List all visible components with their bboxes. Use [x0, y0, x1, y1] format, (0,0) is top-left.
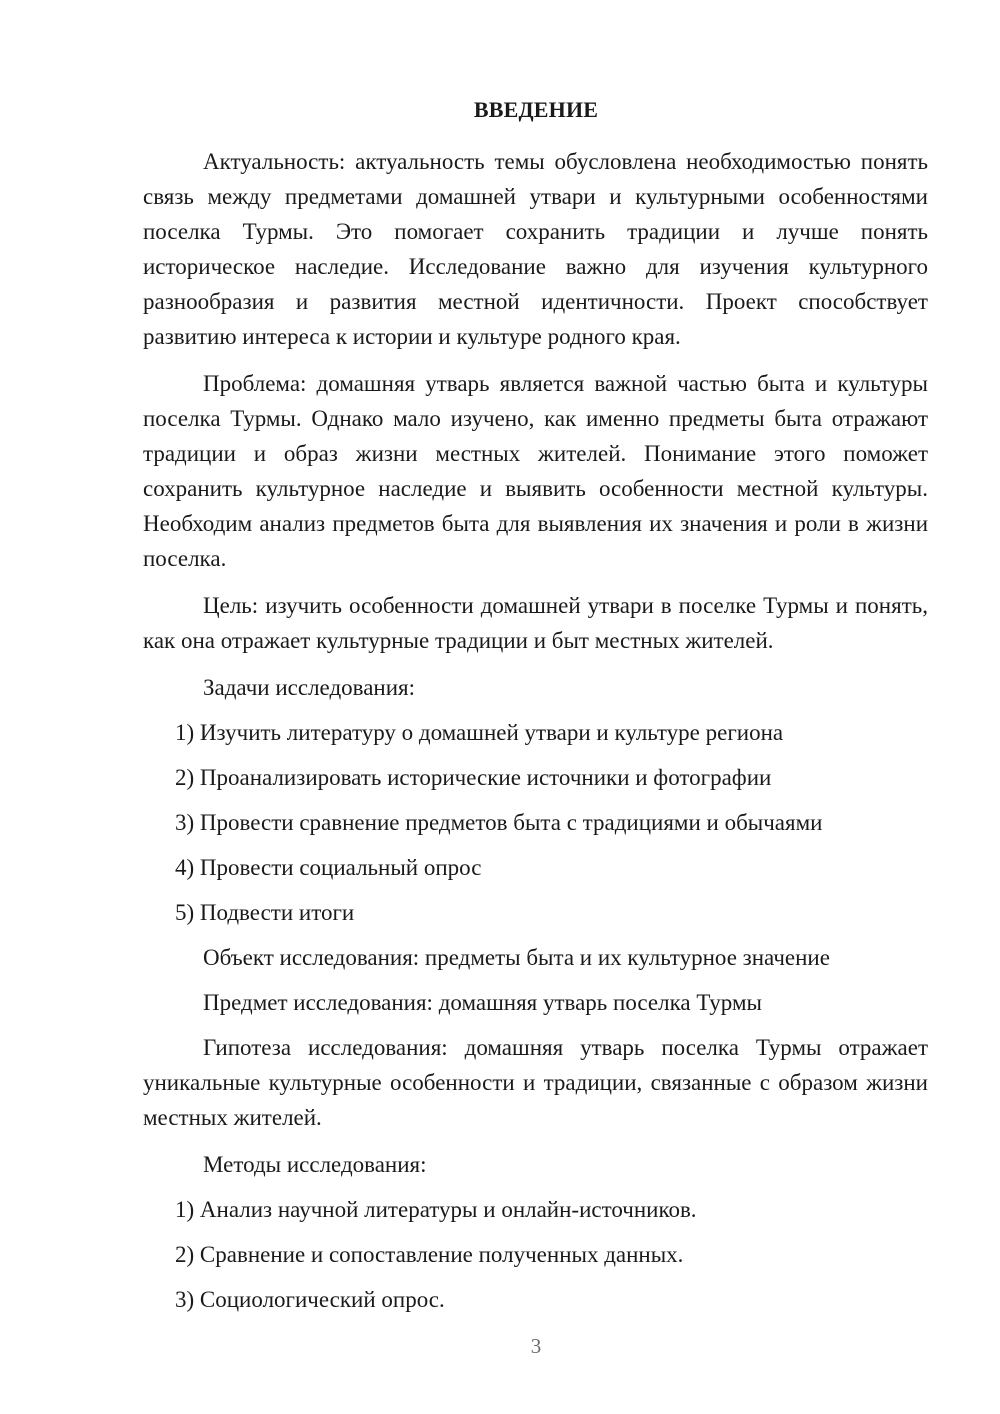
section-title: ВВЕДЕНИЕ [473, 97, 599, 122]
research-object: Объект исследования: предметы быта и их культурное значение [203, 945, 830, 970]
hypothesis-paragraph: Гипотеза исследования: домашняя утварь поселка Турмы отражает уникальные культурные особенности и традиции, связанные с образом жизни местных жителей. [143, 1035, 928, 1130]
relevance-paragraph: Актуальность: актуальность темы обусловлена необходимостью понять связь между предметами домашней утвари и культурными особенностями поселка Турмы. Это помогает сохранить традиции и лучше понять историческое наследие. Исследование важно для изучения культурного разнообразия и развития местной идентичности. Проект способствует развитию интереса к истории и культуре родного края. [143, 149, 928, 349]
goal-paragraph: Цель: изучить особенности домашней утвари в поселке Турмы и понять, как она отражает культурные традиции и быт местных жителей. [143, 593, 928, 653]
task-item: 5) Подвести итоги [175, 900, 355, 925]
problem-paragraph: Проблема: домашняя утварь является важной частью быта и культуры поселка Турмы. Однако мало изучено, как именно предметы быта отражают традиции и образ жизни местных жителей. Понимание этого поможет сохранить культурное наследие и выявить особенности местной культуры. Необходим анализ предметов быта для выявления их значения и роли в жизни поселка. [143, 371, 928, 571]
method-item: 2) Сравнение и сопоставление полученных данных. [175, 1242, 684, 1267]
page-number: 3 [530, 1334, 542, 1358]
methods-heading: Методы исследования: [203, 1152, 427, 1177]
method-item: 1) Анализ научной литературы и онлайн-источников. [175, 1197, 697, 1222]
research-subject: Предмет исследования: домашняя утварь поселка Турмы [203, 990, 762, 1015]
method-item: 3) Социологический опрос. [175, 1287, 445, 1312]
task-item: 2) Проанализировать исторические источники и фотографии [175, 765, 772, 790]
task-item: 3) Провести сравнение предметов быта с традициями и обычаями [175, 810, 823, 835]
document-body [143, 144, 928, 1327]
task-item: 1) Изучить литературу о домашней утвари и культуре региона [175, 720, 784, 745]
task-item: 4) Провести социальный опрос [175, 855, 482, 880]
tasks-heading: Задачи исследования: [203, 675, 416, 700]
